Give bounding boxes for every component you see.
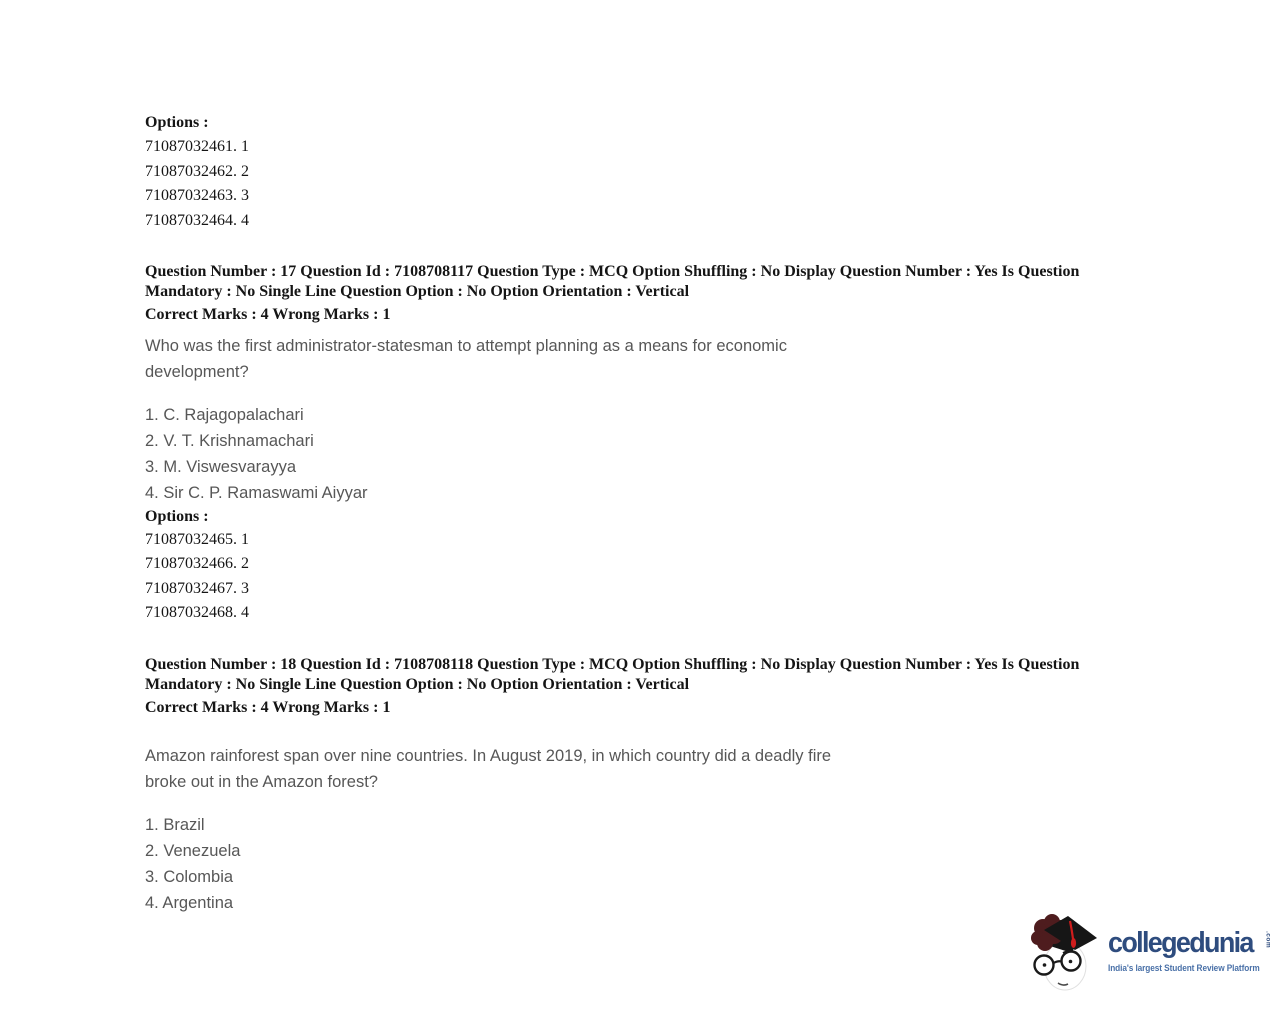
logo-brand: [1108, 927, 1272, 960]
collegedunia-mascot-icon: [1030, 913, 1098, 997]
option-id-row: 71087032465. 1: [145, 531, 249, 548]
choice-row: 2. Venezuela: [145, 842, 241, 860]
logo-brand-text: collegedunia: [1108, 927, 1253, 959]
choice-list: [145, 812, 1090, 916]
collegedunia-logo[interactable]: [1030, 913, 1272, 1003]
choice-row: 2. V. T. Krishnamachari: [145, 432, 314, 450]
options-label: Options :: [145, 508, 209, 525]
logo-tagline-text: India's largest Student Review Platform: [1108, 963, 1260, 973]
option-id-row: 71087032468. 4: [145, 604, 249, 622]
question-meta: Question Number : 18 Question Id : 7108708118 Question Type : MCQ Option Shuffling : No Display Question Number : Yes Is Question Mandatory : No Single Line Question Option : No Option Orientation : Vertical: [145, 656, 1080, 693]
question-17-block: [145, 262, 1090, 626]
question-marks: Correct Marks : 4 Wrong Marks : 1: [145, 306, 391, 323]
option-id-row: 71087032467. 3: [145, 579, 249, 597]
option-id-row: 71087032466. 2: [145, 555, 249, 573]
option-id-row: 71087032461. 1: [145, 138, 249, 156]
choice-row: 3. M. Viswesvarayya: [145, 458, 296, 476]
logo-domain-text: .com: [1264, 931, 1272, 949]
carryover-options-block: [145, 111, 249, 233]
choice-list: [145, 402, 1090, 506]
choice-row: 4. Argentina: [145, 894, 234, 912]
question-marks: Correct Marks : 4 Wrong Marks : 1: [145, 699, 391, 716]
choice-row: 1. Brazil: [145, 816, 205, 834]
question-18-block: [145, 655, 1090, 916]
option-id-row: 71087032463. 3: [145, 187, 249, 205]
question-text: Amazon rainforest span over nine countries. In August 2019, in which country did a deadly fire broke out in the Amazon forest?: [145, 747, 832, 791]
option-id-row: 71087032464. 4: [145, 211, 249, 229]
option-id-row: 71087032462. 2: [145, 162, 249, 180]
question-meta: Question Number : 17 Question Id : 7108708117 Question Type : MCQ Option Shuffling : No Display Question Number : Yes Is Question Mandatory : No Single Line Question Option : No Option Orientation : Vertical: [145, 263, 1080, 300]
choice-row: 3. Colombia: [145, 868, 234, 886]
choice-row: 4. Sir C. P. Ramaswami Aiyyar: [145, 484, 368, 502]
choice-row: 1. C. Rajagopalachari: [145, 406, 304, 424]
options-label: Options :: [145, 114, 209, 131]
question-text: Who was the first administrator-statesman to attempt planning as a means for economic development?: [145, 337, 787, 381]
